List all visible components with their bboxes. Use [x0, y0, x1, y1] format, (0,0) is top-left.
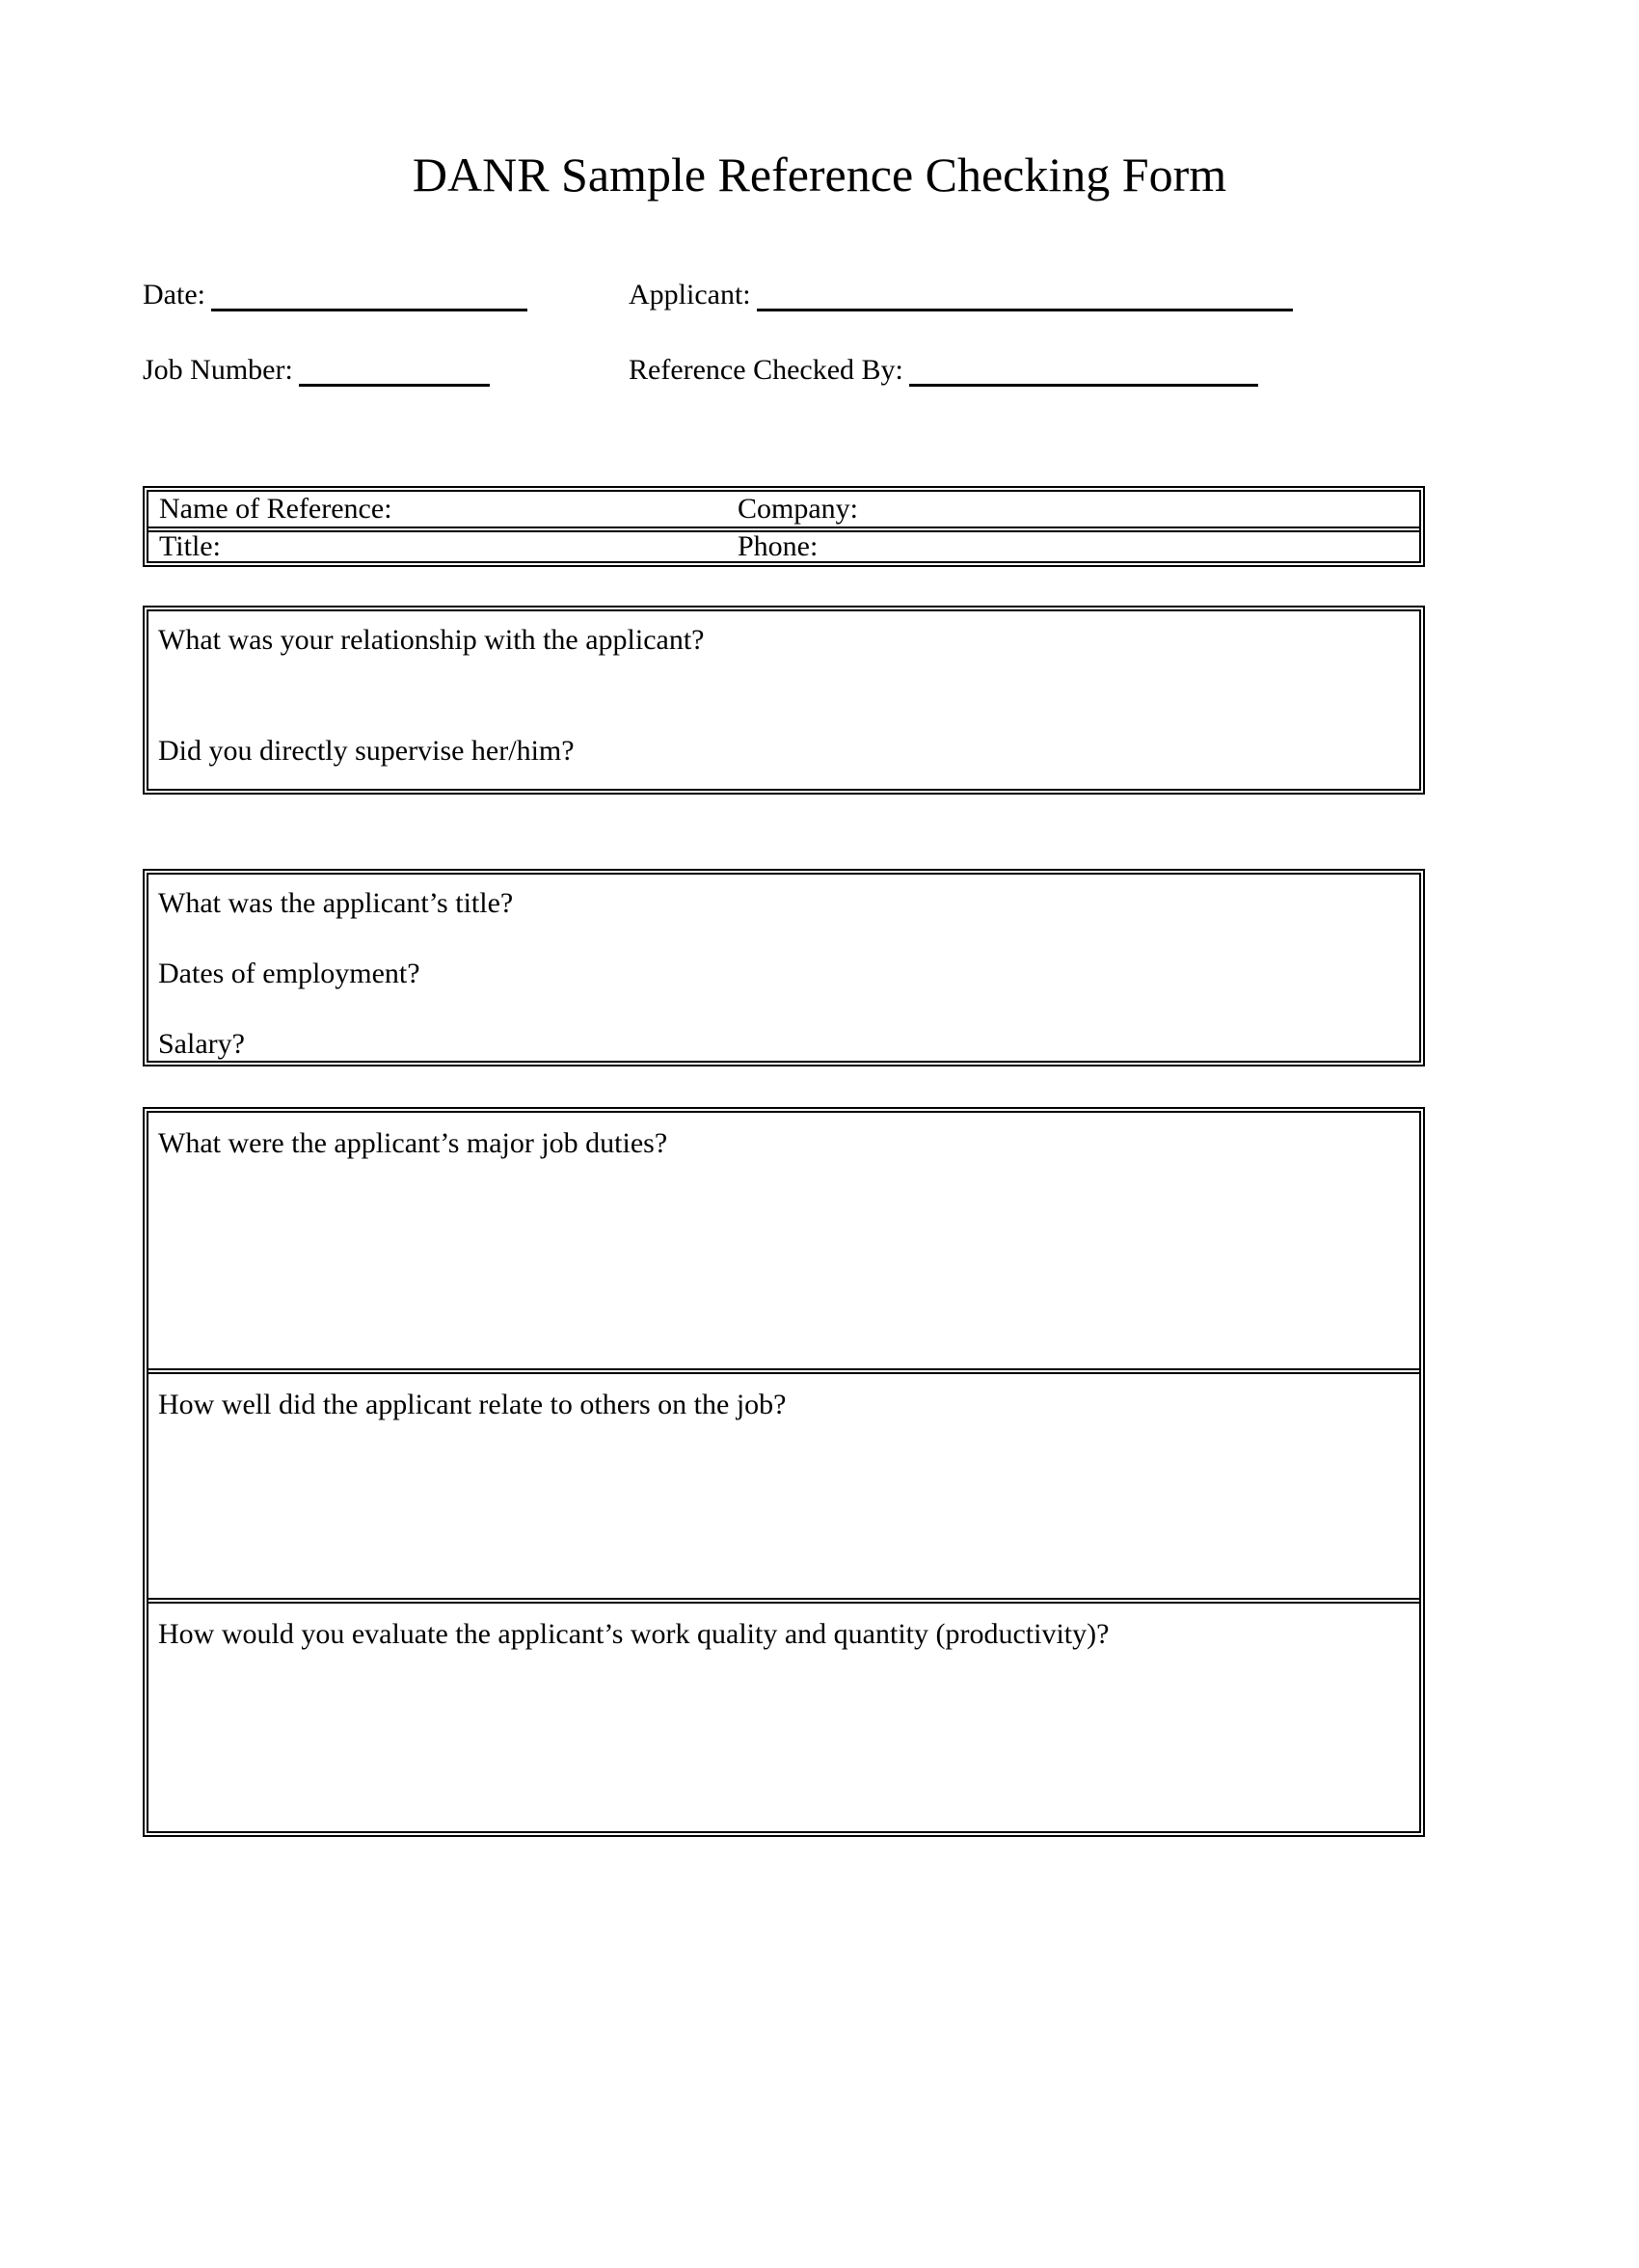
header-field-row-1: [143, 278, 1425, 312]
phone-label: Phone:: [738, 530, 819, 562]
question-job-duties: What were the applicant’s major job duties?: [158, 1127, 668, 1159]
form-content: [143, 278, 1425, 1837]
question-row-job-duties[interactable]: [148, 1113, 1419, 1368]
job-number-field: [143, 353, 629, 388]
date-field: [143, 278, 629, 312]
question-applicant-title: What was the applicant’s title?: [158, 887, 514, 919]
phone-cell[interactable]: [723, 529, 1419, 564]
date-label: Date:: [143, 279, 205, 310]
reference-table-row-1: [148, 492, 1419, 526]
question-box-employment[interactable]: [143, 869, 1425, 1066]
company-cell[interactable]: [723, 492, 1419, 526]
document-page: [0, 147, 1639, 2268]
company-label: Company:: [738, 493, 858, 525]
job-number-blank[interactable]: [299, 383, 490, 387]
reference-info-table: [143, 486, 1425, 567]
question-dates-employment: Dates of employment?: [158, 958, 420, 989]
date-blank[interactable]: [211, 308, 527, 311]
page-title: DANR Sample Reference Checking Form: [412, 148, 1227, 202]
question-salary: Salary?: [158, 1028, 245, 1060]
job-number-label: Job Number:: [143, 354, 293, 386]
applicant-blank[interactable]: [757, 308, 1293, 311]
question-row-work-quality[interactable]: [148, 1598, 1419, 1831]
name-of-reference-label: Name of Reference:: [159, 493, 392, 525]
name-of-reference-cell[interactable]: [148, 492, 723, 526]
question-box-relationship[interactable]: [143, 606, 1425, 795]
reference-title-cell[interactable]: [148, 529, 723, 564]
reference-checked-by-field: [629, 353, 1258, 388]
question-relate-others: How well did the applicant relate to others on the job?: [158, 1389, 787, 1420]
reference-checked-by-blank[interactable]: [909, 383, 1258, 387]
reference-checked-by-label: Reference Checked By:: [629, 354, 903, 386]
question-table: [143, 1107, 1425, 1837]
header-field-row-2: [143, 353, 1425, 388]
question-row-relate-others[interactable]: [148, 1368, 1419, 1598]
question-relationship: What was your relationship with the applicant?: [158, 624, 705, 656]
applicant-label: Applicant:: [629, 279, 751, 310]
reference-title-label: Title:: [159, 530, 221, 562]
question-work-quality: How would you evaluate the applicant’s work quality and quantity (productivity)?: [158, 1618, 1110, 1650]
question-supervise: Did you directly supervise her/him?: [158, 735, 575, 767]
reference-table-row-2: [148, 526, 1419, 561]
applicant-field: [629, 278, 1293, 312]
